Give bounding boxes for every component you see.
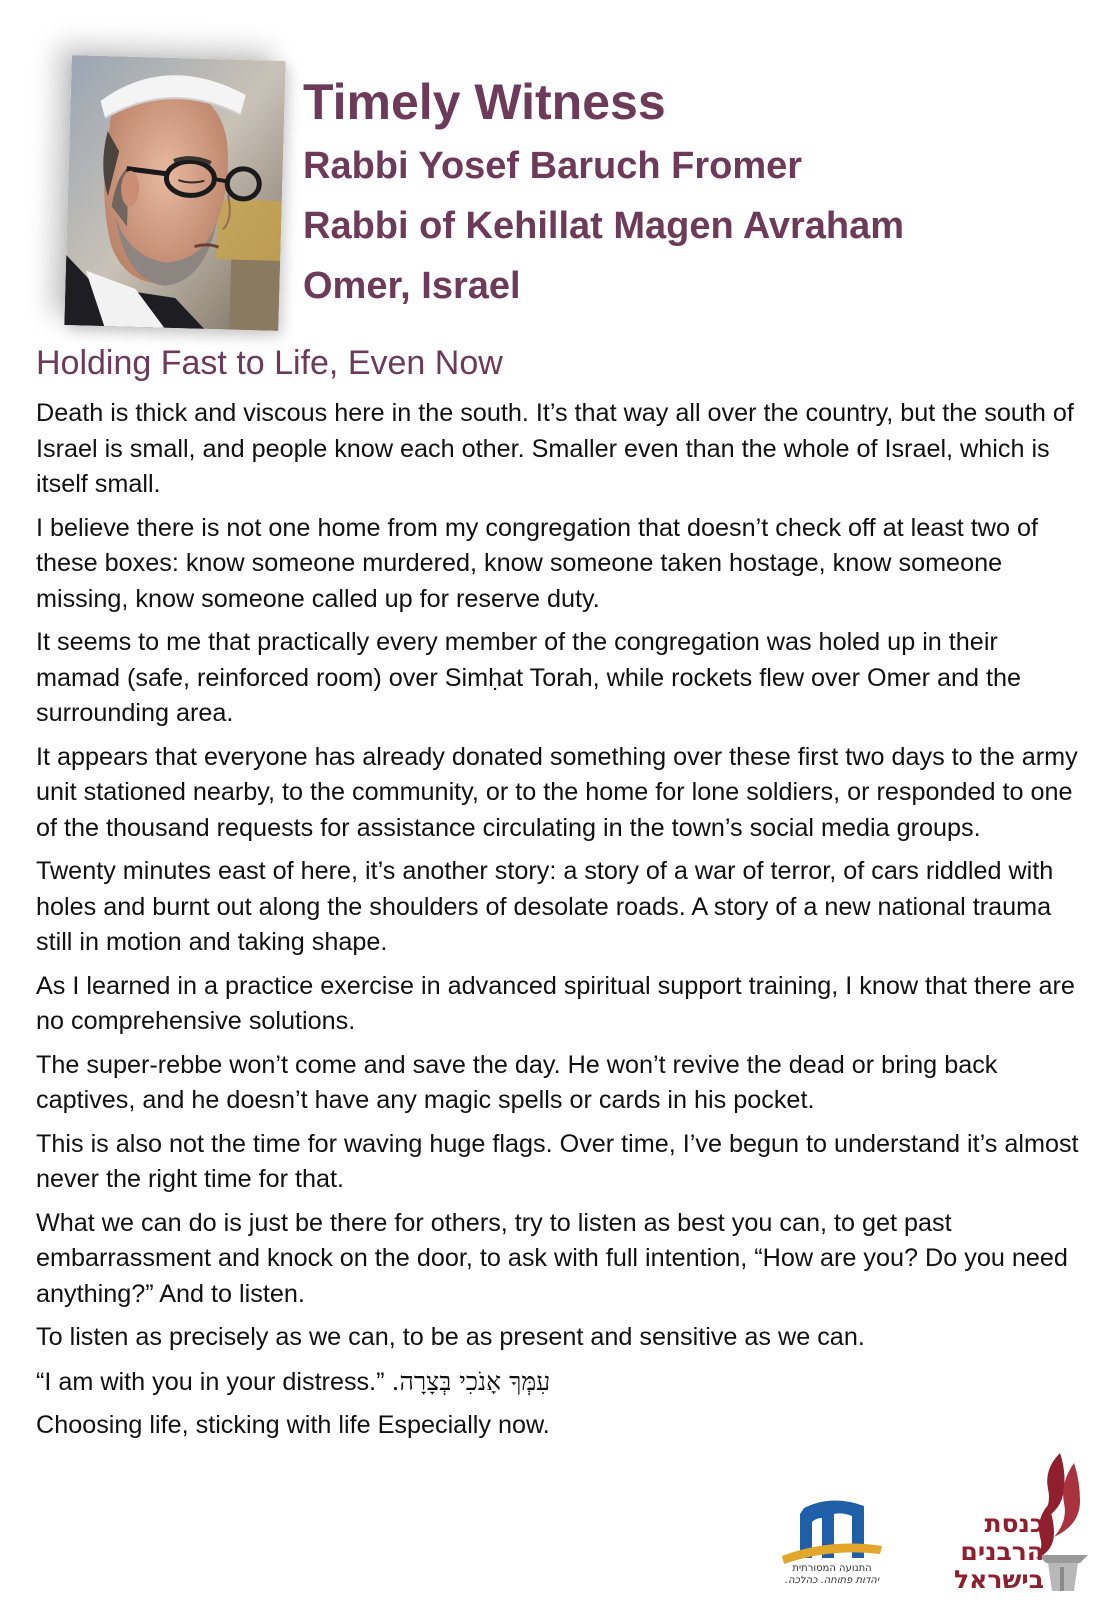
quote-line bbox=[36, 1364, 1081, 1401]
paragraph: Death is thick and viscous here in the south. It’s that way all over the country, but the south of Israel is small, and people know each other. Smaller even than the whole of Israel, which is itself small. bbox=[36, 399, 1074, 498]
paragraph: What we can do is just be there for others, try to listen as best you can, to get past embarrassment and knock on the door, to ask with full intention, “How are you? Do you need anything?” And to listen. bbox=[36, 1208, 1068, 1308]
paragraph: It appears that everyone has already donated something over these first two days to the army unit stationed nearby, to the community, or to the home for lone soldiers, or responded to one of the thousand requests for assistance circulating in the town’s social media groups. bbox=[36, 742, 1078, 842]
paragraph: I believe there is not one home from my congregation that doesn’t check off at least two of these boxes: know someone murdered, know someone taken hostage, know someone missing, know someone called up for reserve duty. bbox=[36, 513, 1039, 613]
closing-line: Choosing life, sticking with life Especially now. bbox=[36, 1411, 550, 1439]
paragraph: The super-rebbe won’t come and save the day. He won’t revive the dead or bring back captives, and he doesn’t have any magic spells or cards in his pocket. bbox=[36, 1050, 998, 1114]
rabbinical-assembly-name: כנסת הרבנים בישראל bbox=[954, 1509, 1044, 1594]
author-name: Rabbi Yosef Baruch Fromer bbox=[303, 145, 803, 187]
paragraph: Twenty minutes east of here, it’s another story: a story of a war of terror, of cars riddled with holes and burnt out along the shoulders of desolate roads. A story of a new national trauma still in motion and taking shape. bbox=[36, 857, 1054, 956]
paragraph: This is also not the time for waving huge flags. Over time, I’ve begun to understand it’s almost never the right time for that. bbox=[36, 1129, 1079, 1193]
author-location: Omer, Israel bbox=[303, 265, 521, 307]
author-position: Rabbi of Kehillat Magen Avraham bbox=[303, 205, 905, 247]
masorti-logo-caption: התנועה המסורתית יהדות פתוחה. כהלכה. bbox=[784, 1563, 880, 1586]
article-header bbox=[303, 68, 1083, 316]
author-photo bbox=[64, 55, 285, 331]
quote-english: “I am with you in your distress.” bbox=[36, 1367, 385, 1396]
paragraph: As I learned in a practice exercise in advanced spiritual support training, I know that there are no comprehensive solutions. bbox=[36, 971, 1075, 1035]
paragraph: To listen as precisely as we can, to be as present and sensitive as we can. bbox=[36, 1323, 865, 1351]
quote-hebrew: עִמְּךָ אָנֹכִי בְּצָרָה. bbox=[391, 1366, 551, 1396]
column-title: Timely Witness bbox=[303, 74, 666, 130]
paragraph: It seems to me that practically every member of the congregation was holed up in their mamad (safe, reinforced room) over Simḥat Torah, while rockets flew over Omer and the surrounding area. bbox=[36, 628, 1022, 727]
article-body bbox=[36, 396, 1081, 1452]
article-subtitle: Holding Fast to Life, Even Now bbox=[36, 344, 503, 382]
